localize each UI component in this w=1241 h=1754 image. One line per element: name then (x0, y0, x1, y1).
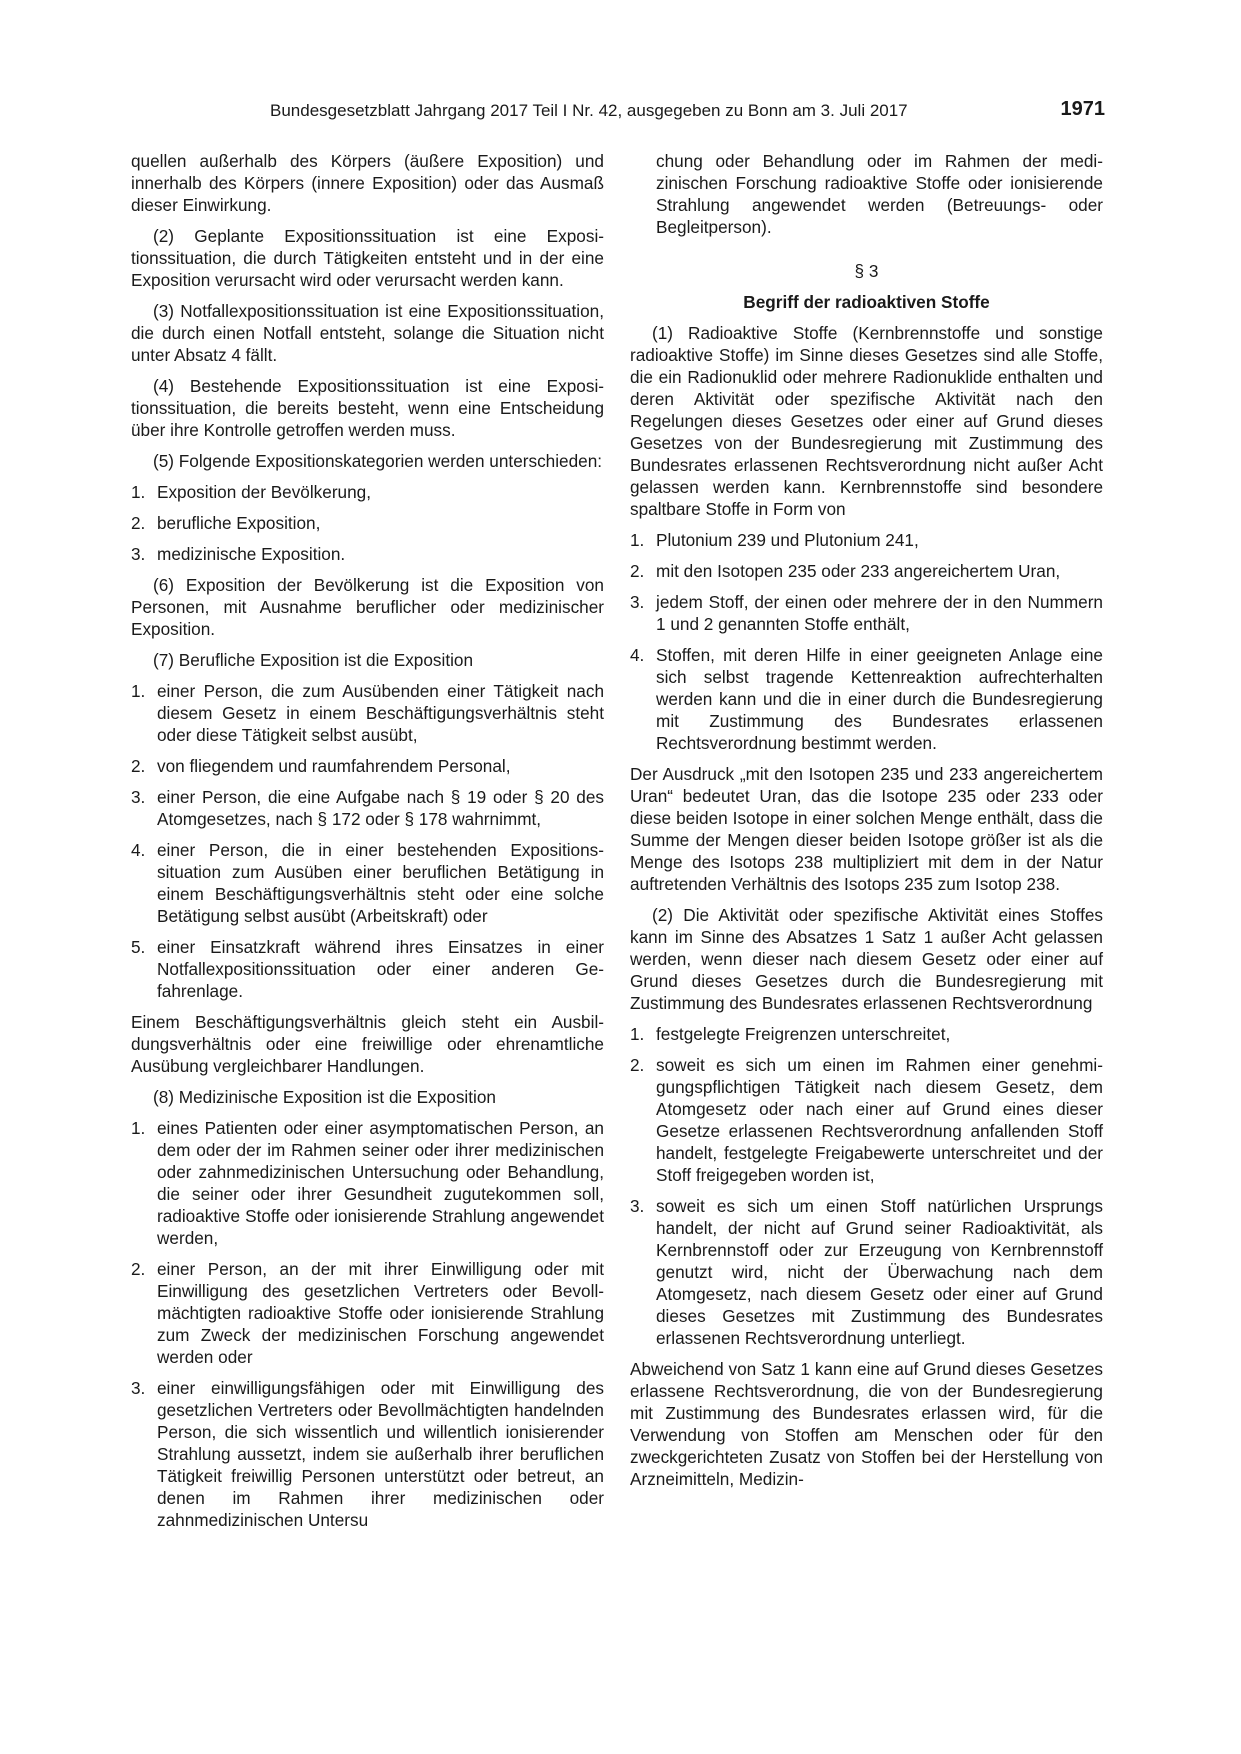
list-item-text: Plutonium 239 und Plutonium 241, (656, 530, 919, 550)
section-title: Begriff der radioaktiven Stoffe (743, 292, 990, 312)
paragraph-5: (5) Folgende Expositionskategorien werden unterschieden: (153, 451, 603, 471)
list-item-continuation (630, 150, 1103, 238)
paragraph-1: (1) Radioaktive Stoffe (Kernbrennstoffe und sonstige radioaktive Stoffe) im Sinne dieses Gesetzes sind alle Stoffe, die ein Radionuklid oder mehrere Radionuklide enthalten und deren Aktivität oder spezifische Aktivität nach den Regelungen dieses Gesetzes oder einer auf Grund dieses Gesetzes von der Bundesregierung mit Zustimmung des Bundesrates erlassenen Rechtsverordnung nicht außer Acht gelassen werden kann. Kernbrennstoffe sind besondere spaltbare Stoffe in Form von (630, 323, 1103, 519)
list-item (630, 1054, 1103, 1186)
list-item (630, 1195, 1103, 1349)
list-item-text: einer Person, die eine Aufgabe nach § 19 oder § 20 des Atomgesetzes, nach § 172 oder § 178 wahrnimmt, (157, 787, 604, 829)
list-item (131, 755, 604, 777)
paragraph-4: (4) Bestehende Expositionssituation ist eine Expositionssituation, die bereits besteht, wenn eine Entscheidung über ihre Kontrolle getroffen werden muss. (131, 376, 604, 440)
list-item-number: 1. (131, 681, 146, 701)
list-item (131, 839, 604, 927)
paragraph-2: (2) Die Aktivität oder spezifische Aktivität eines Stoffes kann im Sinne des Absatzes 1 Satz 1 außer Acht gelassen werden, wenn dieser nach diesem Gesetz oder einer auf Grund dieses Gesetzes durch die Bundesregierung mit Zustimmung des Bundesrates erlassenen Rechtsverordnung (630, 905, 1103, 1013)
list-item-text: Exposition der Bevölkerung, (157, 482, 372, 502)
paragraph-2: (2) Geplante Expositionssituation ist eine Expositionssituation, die durch Tätigkeiten entsteht und in der eine Exposition verursacht wird oder verursacht werden kann. (131, 226, 604, 290)
list-item-text: soweit es sich um einen Stoff natürlichen Ursprungs handelt, der nicht auf Grund seiner Radioaktivität, als Kernbrennstoff oder zur Erzeugung von Kernbrennstoff genutzt wird, nicht der Überwachung nach dem Atomgesetz, nach diesem Gesetz oder einer auf Grund dieses Gesetzes mit Zustimmung des Bundesrates erlassenen Rechtsverordnung unterliegt. (656, 1196, 1103, 1348)
list-item (131, 481, 604, 503)
list-item-text: jedem Stoff, der einen oder mehrere der in den Nummern 1 und 2 genannten Stoffe enthält, (656, 592, 1103, 634)
left-column (131, 150, 604, 1540)
paragraph-3: (3) Notfallexpositionssituation ist eine Expositionssituation, die durch einen Notfall entsteht, solange die Situation nicht unter Absatz 4 fällt. (131, 301, 604, 365)
list-item-number: 2. (131, 756, 146, 776)
paragraph-1-continuation: Der Ausdruck „mit den Isotopen 235 und 233 angereichertem Uran“ bedeutet Uran, das die Isotope 235 oder 233 oder diese beiden Isotope in einer solchen Menge enthält, dass die Summe der Mengen dieser beiden Isotope größer ist als die Menge des Isotops 238 multipliziert mit dem in der Natur auftretenden Verhältnis des Isotops 235 zum Isotop 238. (630, 764, 1103, 894)
list-item-number: 3. (131, 1378, 146, 1398)
list-item-number: 3. (131, 544, 146, 564)
list-item-number: 5. (131, 937, 146, 957)
list-item-text: berufliche Exposition, (157, 513, 321, 533)
list-item-number: 1. (630, 530, 645, 550)
list-item-number: 4. (630, 645, 645, 665)
paragraph-2-continuation: Abweichend von Satz 1 kann eine auf Grund dieses Gesetzes erlassene Rechtsverordnung, die von der Bundesregierung mit Zustimmung des Bundesrates erlassen wird, für die Verwendung von Stoffen am Menschen oder für den zweckgerichteten Zusatz von Stoffen bei der Herstellung von Arzneimitteln, Medizin- (630, 1359, 1103, 1489)
list-item (131, 512, 604, 534)
list-item-number: 1. (630, 1024, 645, 1044)
list-item-text: festgelegte Freigrenzen unterschreitet, (656, 1024, 951, 1044)
list-item-text: einer Person, die zum Ausübenden einer Tätigkeit nach diesem Gesetz in einem Beschäftigungsverhältnis steht oder diese Tätigkeit selbst ausübt, (157, 681, 604, 745)
list-item-text: mit den Isotopen 235 oder 233 angereichertem Uran, (656, 561, 1061, 581)
list-item-number: 3. (630, 592, 645, 612)
list-item-text: chung oder Behandlung oder im Rahmen der medizinischen Forschung radioaktive Stoffe oder ionisierende Strahlung angewendet werden (Betreuungs- oder Begleitperson). (656, 151, 1103, 237)
paragraph-7: (7) Berufliche Exposition ist die Exposition (153, 650, 474, 670)
list-item-text: einer Person, an der mit ihrer Einwilligung oder mit Einwilligung des gesetzlichen Vertreters oder Bevollmächtigten radioaktive Stoffe oder ionisierende Strahlung zum Zweck der medizinischen Forschung angewendet werden oder (157, 1259, 604, 1367)
list-item-number: 4. (131, 840, 146, 860)
right-column (630, 150, 1103, 1499)
list-item-number: 2. (630, 561, 645, 581)
list-item-text: medizinische Exposition. (157, 544, 346, 564)
list-item (131, 543, 604, 565)
list-item-number: 2. (131, 1259, 146, 1279)
list-item-text: Stoffen, mit deren Hilfe in einer geeigneten Anlage eine sich selbst tragende Kettenreaktion aufrechterhalten werden kann und die in einer durch die Bundesregierung mit Zustimmung des Bundesrates erlassenen Rechtsverordnung bestimmt werden. (656, 645, 1103, 753)
list-item-text: soweit es sich um einen im Rahmen einer genehmigungspflichtigen Tätigkeit nach diesem Gesetz, dem Atomgesetz oder nach einer auf Grund eines dieser Gesetze erlassenen Rechtsverordnung anfallenden Stoff handelt, festgelegte Freigabewerte unterschreitet und der Stoff freigegeben worden ist, (656, 1055, 1103, 1185)
list-item-text: einer Person, die in einer bestehenden Expositionssituation zum Ausüben einer beruflichen Betätigung in einem Beschäftigungsverhältnis steht oder eine solche Betätigung selbst ausübt (Arbeitskraft) oder (157, 840, 604, 926)
list-item (131, 1377, 604, 1531)
list-item (630, 1023, 1103, 1045)
list-item (630, 529, 1103, 551)
list-item (131, 936, 604, 1002)
paragraph-continuation: quellen außerhalb des Körpers (äußere Exposition) und innerhalb des Körpers (innere Exposition) oder das Ausmaß dieser Einwirkung. (131, 151, 604, 215)
paragraph-6: (6) Exposition der Bevölkerung ist die Exposition von Personen, mit Ausnahme beruflicher oder medizinischer Exposition. (131, 575, 604, 639)
list-item (630, 560, 1103, 582)
list-item-number: 2. (630, 1055, 645, 1075)
paragraph-7-continuation: Einem Beschäftigungsverhältnis gleich steht ein Ausbildungsverhältnis oder eine freiwillige oder ehrenamtliche Ausübung vergleichbarer Handlungen. (131, 1012, 604, 1076)
list-item (131, 1258, 604, 1368)
list-item-number: 1. (131, 482, 146, 502)
list-item-text: von fliegendem und raumfahrendem Personal, (157, 756, 511, 776)
list-item-number: 3. (131, 787, 146, 807)
header-title: Bundesgesetzblatt Jahrgang 2017 Teil I Nr. 42, ausgegeben zu Bonn am 3. Juli 2017 (270, 101, 908, 120)
list-item-number: 2. (131, 513, 146, 533)
list-item (131, 680, 604, 746)
list-item (630, 591, 1103, 635)
list-item-text: eines Patienten oder einer asymptomatischen Person, an dem oder der im Rahmen seiner oder ihrer medizinischen oder zahnmedizinischen Untersuchung oder Behandlung, die seiner oder ihrer Gesundheit zugutekommen soll, radioaktive Stoffe oder ionisierende Strahlung angewendet werden, (157, 1118, 604, 1248)
list-item-text: einer einwilligungsfähigen oder mit Einwilligung des gesetzlichen Vertreters oder Bevollmächtigten handelnden Person, die sich wissentlich und willentlich ionisierender Strahlung aussetzt, indem sie außerhalb ihrer beruflichen Tätigkeit freiwillig Personen unterstützt oder betreut, an denen im Rahmen ihrer medizinischen oder zahnmedizinischen Untersu (157, 1378, 604, 1530)
list-item (131, 786, 604, 830)
paragraph-8: (8) Medizinische Exposition ist die Exposition (153, 1087, 496, 1107)
section-number: § 3 (854, 261, 879, 281)
list-item (630, 644, 1103, 754)
list-item (131, 1117, 604, 1249)
page-number: 1971 (1060, 98, 1105, 120)
list-item-text: einer Einsatzkraft während ihres Einsatzes in einer Notfallexpositionssituation oder einer anderen Gefahrenlage. (157, 937, 604, 1001)
list-item-number: 1. (131, 1118, 146, 1138)
list-item-number: 3. (630, 1196, 645, 1216)
